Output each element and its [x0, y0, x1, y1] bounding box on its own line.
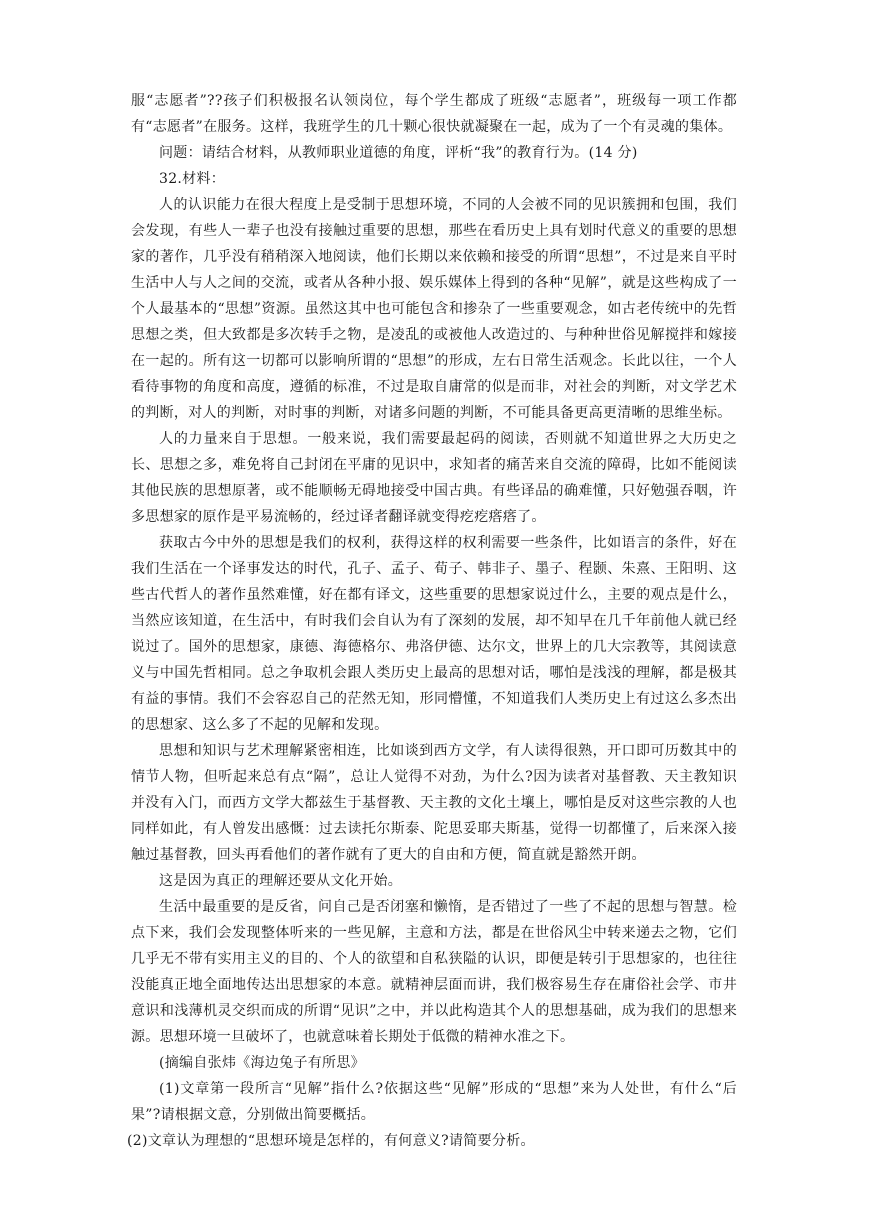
question-32-1: (1)文章第一段所言“见解”指什么?依据这些“见解”形成的“思想”来为人处世，有什么“后果”?请根据文意，分别做出简要概括。 — [131, 1081, 737, 1123]
question-32-2: (2)文章认为理想的“思想环境是怎样的，有何意义?请简要分析。 — [127, 1133, 535, 1149]
paragraph-thought-environment: 人的认识能力在很大程度上是受制于思想环境，不同的人会被不同的见识簇拥和包围，我们会发现，有些人一辈子也没有接触过重要的思想，那些在看历史上具有划时代意义的重要的思想家的著作，几乎没有稍稍深入地阅读，他们长期以来依赖和接受的所谓“思想”，不过是来自平时生活中人与人之间的交流，或者从各种小报、娱乐媒体上得到的各种“见解”，就是这些构成了一个人最基本的“思想”资源。虽然这其中也可能包含和掺杂了一些重要观念，如古老传统中的先哲思想之类，但大致都是多次转手之物，是凌乱的或被他人改造过的、与种种世俗见解搅拌和嫁接在一起的。所有这一切都可以影响所谓的“思想”的形成，左右日常生活观念。长此以往，一个人看待事物的角度和高度，遵循的标准，不过是取自庸常的似是而非，对社会的判断，对文学艺术的判断，对人的判断，对时事的判断，对诸多问题的判断，不可能具备更高更清晰的思维坐标。 — [131, 197, 737, 421]
paragraph-volunteer-intro: 服“志愿者”??孩子们积极报名认领岗位，每个学生都成了班级“志愿者”，班级每一项工作都有“志愿者”在服务。这样，我班学生的几十颗心很快就凝聚在一起，成为了一个有灵魂的集体。 — [131, 93, 737, 135]
paragraph-power-of-thought: 人的力量来自于思想。一般来说，我们需要最起码的阅读，否则就不知道世界之大历史之长、思想之多，难免将自己封闭在平庸的见识中，求知者的痛苦来自交流的障碍，比如不能阅读其他民族的思想原著，或不能顺畅无碍地接受中国古典。有些译品的确难懂，只好勉强吞咽，许多思想家的原作是平易流畅的，经过译者翻译就变得疙疙瘩瘩了。 — [131, 431, 737, 525]
paragraph-right-to-thought: 获取古今中外的思想是我们的权利，获得这样的权利需要一些条件，比如语言的条件，好在我们生活在一个译事发达的时代，孔子、孟子、荀子、韩非子、墨子、程颢、朱熹、王阳明、这些古代哲人的著作虽然难懂，好在都有译文，这些重要的思想家说过什么，主要的观点是什么，当然应该知道，在生活中，有时我们会自认为有了深刻的发展，却不知早在几千年前他人就已经说过了。国外的思想家，康德、海德格尔、弗洛伊德、达尔文，世界上的几大宗教等，其阅读意义与中国先哲相同。总之争取机会跟人类历史上最高的思想对话，哪怕是浅浅的理解，都是极其有益的事情。我们不会容忍自己的茫然无知，形同懵懂，不知道我们人类历史上有过这么多杰出的思想家、这么多了不起的见解和发现。 — [131, 535, 737, 733]
material-32-heading: 32.材料： — [159, 171, 226, 187]
document-page — [127, 88, 737, 1154]
paragraph-reflection: 生活中最重要的是反省，问自己是否闭塞和懒惰，是否错过了一些了不起的思想与智慧。检点下来，我们会发现整体听来的一些见解，主意和方法，都是在世俗风尘中转来递去之物，它们几乎无不带有实用主义的目的、个人的欲望和自私狭隘的认识，即便是转引于思想家的，也往往没能真正地全面地传达出思想家的本意。就精神层面而讲，我们极容易生存在庸俗社会学、市井意识和浅薄机灵交织而成的所谓“见识”之中，并以此构造其个人的思想基础，成为我们的思想来源。思想环境一旦破坏了，也就意味着长期处于低微的精神水准之下。 — [131, 899, 737, 1045]
question-31: 问题：请结合材料，从教师职业道德的角度，评析“我”的教育行为。(14 分) — [159, 145, 638, 161]
paragraph-thought-and-art: 思想和知识与艺术理解紧密相连，比如谈到西方文学，有人读得很熟，开口即可历数其中的情节人物，但听起来总有点“隔”，总让人觉得不对劲，为什么?因为读者对基督教、天主教知识并没有入门，而西方文学大都兹生于基督教、天主教的文化土壤上，哪怕是反对这些宗教的人也同样如此，有人曾发出感慨：过去读托尔斯泰、陀思妥耶夫斯基，觉得一切都懂了，后来深入接触过基督教，回头再看他们的著作就有了更大的自由和方便，简直就是豁然开朗。 — [131, 743, 737, 863]
source-citation: (摘编自张炜《海边兔子有所思》 — [159, 1055, 365, 1071]
paragraph-culture-understanding: 这是因为真正的理解还要从文化开始。 — [159, 873, 403, 889]
